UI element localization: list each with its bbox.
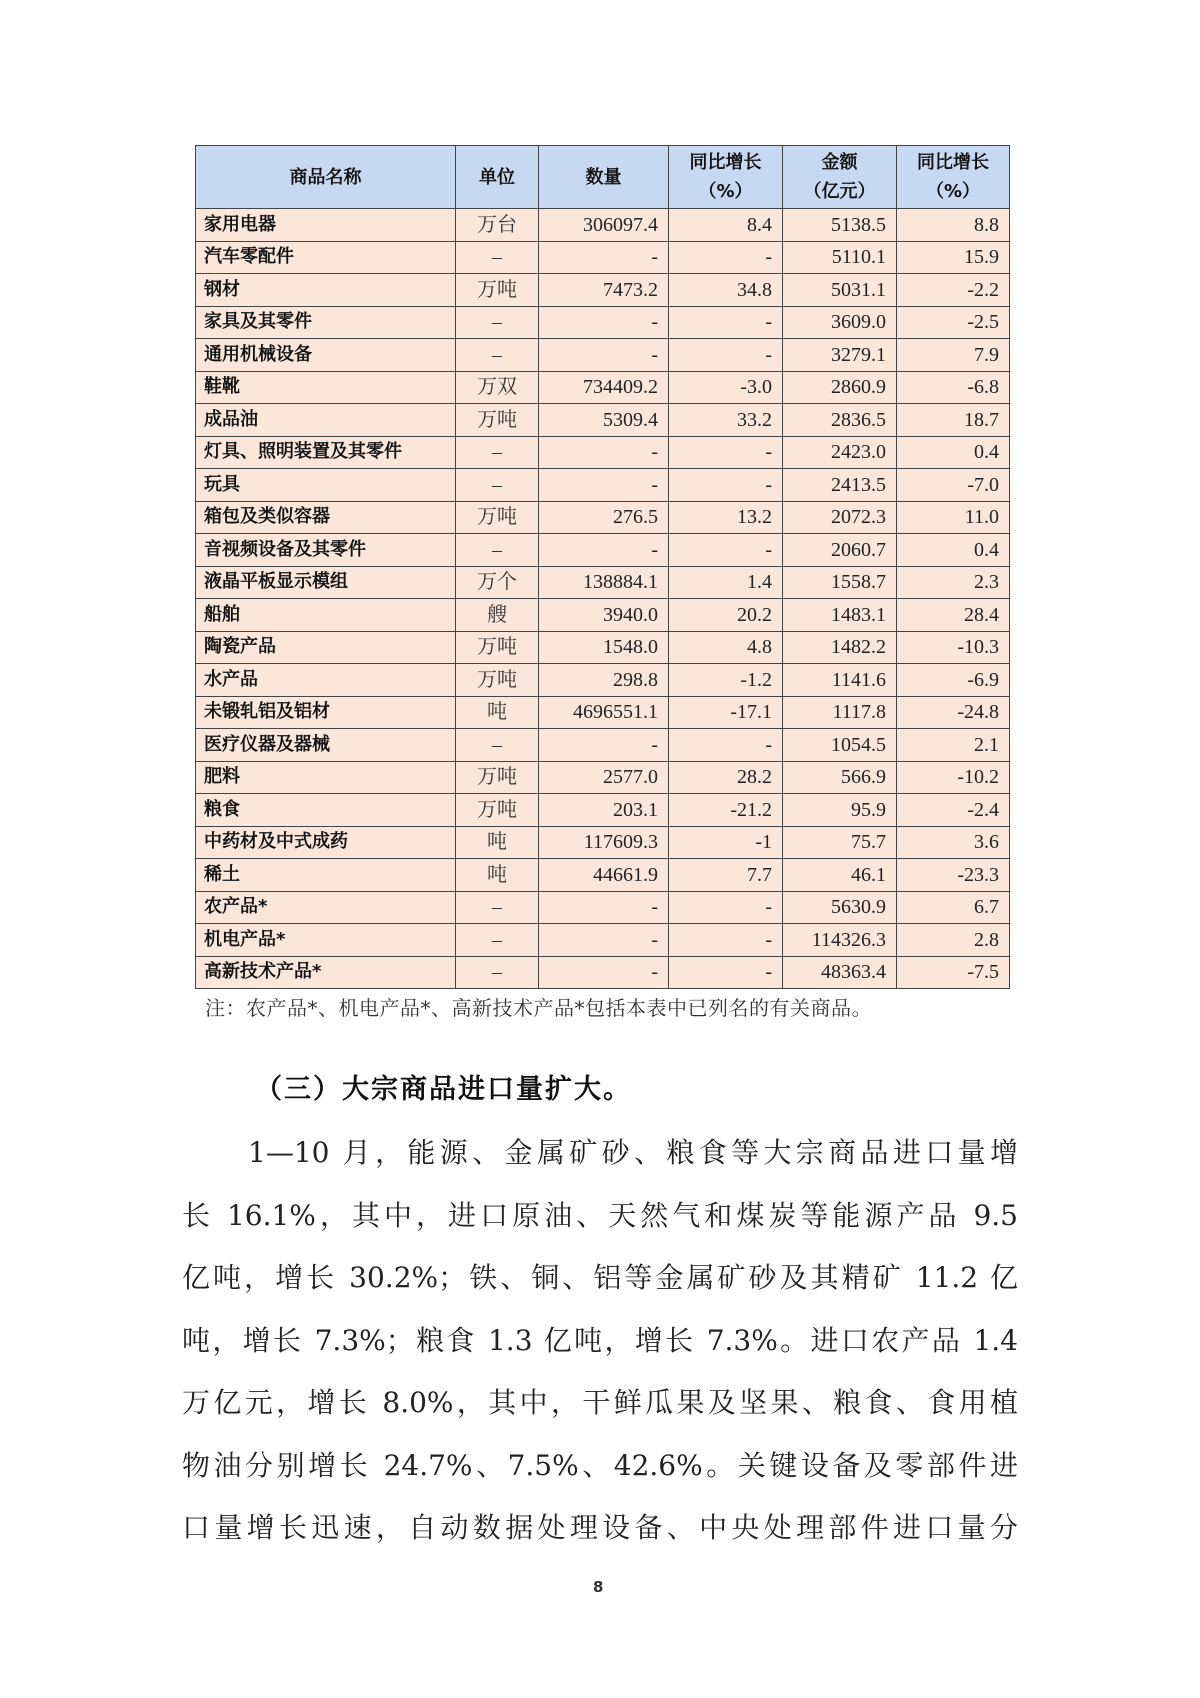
cell-product-name: 稀土 xyxy=(196,859,456,892)
cell-amount: 1054.5 xyxy=(783,729,897,762)
cell-product-name: 粮食 xyxy=(196,794,456,827)
cell-unit: 万吨 xyxy=(456,501,539,534)
cell-quantity: 138884.1 xyxy=(539,566,669,599)
cell-amount: 3279.1 xyxy=(783,339,897,372)
header-sublabel: （亿元） xyxy=(803,181,876,202)
table-row xyxy=(196,469,1010,502)
cell-quantity-yoy: 33.2 xyxy=(669,404,783,437)
table-row xyxy=(196,599,1010,632)
header-quantity xyxy=(539,146,669,209)
cell-product-name: 汽车零配件 xyxy=(196,241,456,274)
paragraph-line: 亿吨，增长 30.2%；铁、铜、铝等金属矿砂及其精矿 11.2 亿 xyxy=(182,1261,1018,1294)
cell-amount-yoy: -10.2 xyxy=(897,761,1010,794)
cell-unit: 吨 xyxy=(456,859,539,892)
cell-amount: 1558.7 xyxy=(783,566,897,599)
cell-quantity-yoy: -3.0 xyxy=(669,371,783,404)
cell-quantity-yoy: - xyxy=(669,729,783,762)
cell-quantity-yoy: - xyxy=(669,956,783,989)
cell-product-name: 灯具、照明装置及其零件 xyxy=(196,436,456,469)
header-label: 单位 xyxy=(479,166,515,188)
header-label: 数量 xyxy=(585,166,622,188)
cell-quantity: - xyxy=(539,436,669,469)
cell-unit: – xyxy=(456,729,539,762)
cell-unit: 万台 xyxy=(456,209,539,242)
cell-quantity: 4696551.1 xyxy=(539,696,669,729)
cell-quantity-yoy: 34.8 xyxy=(669,274,783,307)
cell-unit: 万吨 xyxy=(456,631,539,664)
cell-amount-yoy: 6.7 xyxy=(897,891,1010,924)
table-row xyxy=(196,501,1010,534)
cell-amount: 2060.7 xyxy=(783,534,897,567)
cell-quantity: 117609.3 xyxy=(539,826,669,859)
cell-amount-yoy: 7.9 xyxy=(897,339,1010,372)
cell-unit: – xyxy=(456,469,539,502)
cell-quantity-yoy: - xyxy=(669,534,783,567)
cell-product-name: 玩具 xyxy=(196,469,456,502)
cell-quantity-yoy: - xyxy=(669,924,783,957)
cell-unit: 万双 xyxy=(456,371,539,404)
cell-amount: 114326.3 xyxy=(783,924,897,957)
cell-unit: – xyxy=(456,891,539,924)
cell-quantity-yoy: - xyxy=(669,436,783,469)
cell-product-name: 陶瓷产品 xyxy=(196,631,456,664)
cell-amount: 5630.9 xyxy=(783,891,897,924)
table-row xyxy=(196,274,1010,307)
cell-amount-yoy: 0.4 xyxy=(897,534,1010,567)
cell-unit: – xyxy=(456,306,539,339)
cell-quantity-yoy: 8.4 xyxy=(669,209,783,242)
cell-amount-yoy: -6.8 xyxy=(897,371,1010,404)
cell-quantity: 7473.2 xyxy=(539,274,669,307)
cell-amount-yoy: 11.0 xyxy=(897,501,1010,534)
cell-amount-yoy: 15.9 xyxy=(897,241,1010,274)
cell-quantity: 203.1 xyxy=(539,794,669,827)
cell-amount-yoy: 28.4 xyxy=(897,599,1010,632)
cell-amount-yoy: -10.3 xyxy=(897,631,1010,664)
cell-quantity: 1548.0 xyxy=(539,631,669,664)
cell-amount-yoy: -6.9 xyxy=(897,664,1010,697)
header-unit xyxy=(456,146,539,209)
cell-amount-yoy: 8.8 xyxy=(897,209,1010,242)
cell-quantity: - xyxy=(539,924,669,957)
export-commodities-table xyxy=(195,145,1010,989)
cell-quantity: 306097.4 xyxy=(539,209,669,242)
cell-product-name: 家用电器 xyxy=(196,209,456,242)
table-row xyxy=(196,339,1010,372)
cell-product-name: 医疗仪器及器械 xyxy=(196,729,456,762)
table-row xyxy=(196,859,1010,892)
cell-quantity-yoy: -1 xyxy=(669,826,783,859)
cell-unit: – xyxy=(456,924,539,957)
table-body xyxy=(196,209,1010,989)
cell-product-name: 通用机械设备 xyxy=(196,339,456,372)
cell-product-name: 家具及其零件 xyxy=(196,306,456,339)
table-row xyxy=(196,566,1010,599)
table-row xyxy=(196,794,1010,827)
paragraph-line: 万亿元，增长 8.0%，其中，干鲜瓜果及坚果、粮食、食用植 xyxy=(182,1386,1018,1419)
header-label: 同比增长 xyxy=(689,152,762,173)
cell-amount: 1117.8 xyxy=(783,696,897,729)
cell-quantity: - xyxy=(539,241,669,274)
cell-product-name: 水产品 xyxy=(196,664,456,697)
cell-unit: – xyxy=(456,339,539,372)
header-amount-yoy xyxy=(897,146,1010,209)
cell-amount: 46.1 xyxy=(783,859,897,892)
cell-unit: 艘 xyxy=(456,599,539,632)
cell-amount: 5031.1 xyxy=(783,274,897,307)
cell-unit: 吨 xyxy=(456,696,539,729)
cell-quantity: - xyxy=(539,339,669,372)
table-row xyxy=(196,534,1010,567)
cell-amount: 3609.0 xyxy=(783,306,897,339)
cell-unit: 万吨 xyxy=(456,794,539,827)
cell-quantity-yoy: 13.2 xyxy=(669,501,783,534)
cell-quantity: 5309.4 xyxy=(539,404,669,437)
cell-amount: 2836.5 xyxy=(783,404,897,437)
cell-quantity: 3940.0 xyxy=(539,599,669,632)
cell-quantity: - xyxy=(539,729,669,762)
body-paragraph xyxy=(182,1122,1018,1560)
header-sublabel: （%） xyxy=(698,181,753,202)
cell-product-name: 鞋靴 xyxy=(196,371,456,404)
cell-amount: 48363.4 xyxy=(783,956,897,989)
header-product-name xyxy=(196,146,456,209)
cell-amount-yoy: 3.6 xyxy=(897,826,1010,859)
cell-amount-yoy: 2.1 xyxy=(897,729,1010,762)
cell-amount: 5138.5 xyxy=(783,209,897,242)
cell-product-name: 高新技术产品* xyxy=(196,956,456,989)
table-row xyxy=(196,436,1010,469)
cell-amount: 566.9 xyxy=(783,761,897,794)
cell-unit: 万吨 xyxy=(456,664,539,697)
table-row xyxy=(196,306,1010,339)
table-row xyxy=(196,371,1010,404)
export-commodities-table-container xyxy=(195,145,1009,989)
cell-quantity-yoy: -17.1 xyxy=(669,696,783,729)
cell-amount: 1482.2 xyxy=(783,631,897,664)
section-heading: （三）大宗商品进口量扩大。 xyxy=(255,1074,632,1105)
cell-amount-yoy: 2.3 xyxy=(897,566,1010,599)
cell-amount: 95.9 xyxy=(783,794,897,827)
cell-amount-yoy: -2.2 xyxy=(897,274,1010,307)
header-amount xyxy=(783,146,897,209)
table-row xyxy=(196,729,1010,762)
cell-quantity: - xyxy=(539,534,669,567)
cell-quantity-yoy: 28.2 xyxy=(669,761,783,794)
table-row xyxy=(196,664,1010,697)
cell-amount-yoy: -2.5 xyxy=(897,306,1010,339)
cell-amount: 1141.6 xyxy=(783,664,897,697)
cell-amount-yoy: -23.3 xyxy=(897,859,1010,892)
cell-quantity-yoy: 4.8 xyxy=(669,631,783,664)
table-row xyxy=(196,241,1010,274)
cell-quantity: - xyxy=(539,469,669,502)
paragraph-line: 吨，增长 7.3%；粮食 1.3 亿吨，增长 7.3%。进口农产品 1.4 xyxy=(182,1323,1018,1357)
paragraph-line: 物油分别增长 24.7%、7.5%、42.6%。关键设备及零部件进 xyxy=(182,1448,1018,1482)
cell-quantity-yoy: -1.2 xyxy=(669,664,783,697)
cell-quantity-yoy: - xyxy=(669,339,783,372)
cell-product-name: 船舶 xyxy=(196,599,456,632)
header-label: 商品名称 xyxy=(289,166,362,188)
cell-unit: 万吨 xyxy=(456,404,539,437)
cell-quantity-yoy: 1.4 xyxy=(669,566,783,599)
cell-amount: 5110.1 xyxy=(783,241,897,274)
cell-amount-yoy: 2.8 xyxy=(897,924,1010,957)
cell-quantity-yoy: - xyxy=(669,306,783,339)
header-sublabel: （%） xyxy=(925,181,981,202)
cell-unit: – xyxy=(456,241,539,274)
table-row xyxy=(196,891,1010,924)
page-number: 8 xyxy=(593,1578,604,1596)
table-row xyxy=(196,631,1010,664)
cell-quantity: 734409.2 xyxy=(539,371,669,404)
cell-amount-yoy: 18.7 xyxy=(897,404,1010,437)
cell-product-name: 箱包及类似容器 xyxy=(196,501,456,534)
cell-quantity-yoy: - xyxy=(669,469,783,502)
header-quantity-yoy xyxy=(669,146,783,209)
cell-quantity: 276.5 xyxy=(539,501,669,534)
cell-unit: – xyxy=(456,436,539,469)
cell-product-name: 钢材 xyxy=(196,274,456,307)
table-header-row xyxy=(196,146,1010,209)
cell-unit: 万吨 xyxy=(456,761,539,794)
cell-unit: 万个 xyxy=(456,566,539,599)
header-label: 金额 xyxy=(821,152,858,173)
paragraph-line: 长 16.1%，其中，进口原油、天然气和煤炭等能源产品 9.5 xyxy=(182,1198,1018,1232)
cell-amount: 2072.3 xyxy=(783,501,897,534)
cell-amount: 1483.1 xyxy=(783,599,897,632)
cell-quantity: 44661.9 xyxy=(539,859,669,892)
cell-unit: 万吨 xyxy=(456,274,539,307)
cell-unit: 吨 xyxy=(456,826,539,859)
table-row xyxy=(196,956,1010,989)
cell-amount-yoy: -7.0 xyxy=(897,469,1010,502)
cell-quantity: - xyxy=(539,891,669,924)
header-label: 同比增长 xyxy=(917,152,989,173)
table-footnote: 注：农产品*、机电产品*、高新技术产品*包括本表中已列名的有关商品。 xyxy=(205,996,872,1020)
cell-amount: 2413.5 xyxy=(783,469,897,502)
cell-product-name: 音视频设备及其零件 xyxy=(196,534,456,567)
cell-amount-yoy: 0.4 xyxy=(897,436,1010,469)
cell-product-name: 中药材及中式成药 xyxy=(196,826,456,859)
cell-unit: – xyxy=(456,534,539,567)
table-row xyxy=(196,826,1010,859)
cell-product-name: 肥料 xyxy=(196,761,456,794)
cell-quantity-yoy: 7.7 xyxy=(669,859,783,892)
paragraph-line: 1—10 月，能源、金属矿砂、粮食等大宗商品进口量增 xyxy=(248,1136,1018,1169)
cell-product-name: 液晶平板显示模组 xyxy=(196,566,456,599)
cell-amount: 2423.0 xyxy=(783,436,897,469)
cell-quantity-yoy: - xyxy=(669,241,783,274)
cell-quantity-yoy: -21.2 xyxy=(669,794,783,827)
cell-product-name: 机电产品* xyxy=(196,924,456,957)
cell-quantity-yoy: - xyxy=(669,891,783,924)
table-row xyxy=(196,696,1010,729)
cell-product-name: 成品油 xyxy=(196,404,456,437)
table-row xyxy=(196,761,1010,794)
cell-quantity: - xyxy=(539,956,669,989)
cell-quantity: 298.8 xyxy=(539,664,669,697)
cell-amount-yoy: -24.8 xyxy=(897,696,1010,729)
cell-quantity: - xyxy=(539,306,669,339)
cell-unit: – xyxy=(456,956,539,989)
cell-amount-yoy: -2.4 xyxy=(897,794,1010,827)
cell-amount: 2860.9 xyxy=(783,371,897,404)
cell-amount: 75.7 xyxy=(783,826,897,859)
table-row xyxy=(196,209,1010,242)
cell-product-name: 未锻轧铝及铝材 xyxy=(196,696,456,729)
table-row xyxy=(196,404,1010,437)
cell-quantity-yoy: 20.2 xyxy=(669,599,783,632)
cell-product-name: 农产品* xyxy=(196,891,456,924)
cell-amount-yoy: -7.5 xyxy=(897,956,1010,989)
paragraph-line: 口量增长迅速，自动数据处理设备、中央处理部件进口量分 xyxy=(182,1511,1018,1544)
cell-quantity: 2577.0 xyxy=(539,761,669,794)
table-row xyxy=(196,924,1010,957)
